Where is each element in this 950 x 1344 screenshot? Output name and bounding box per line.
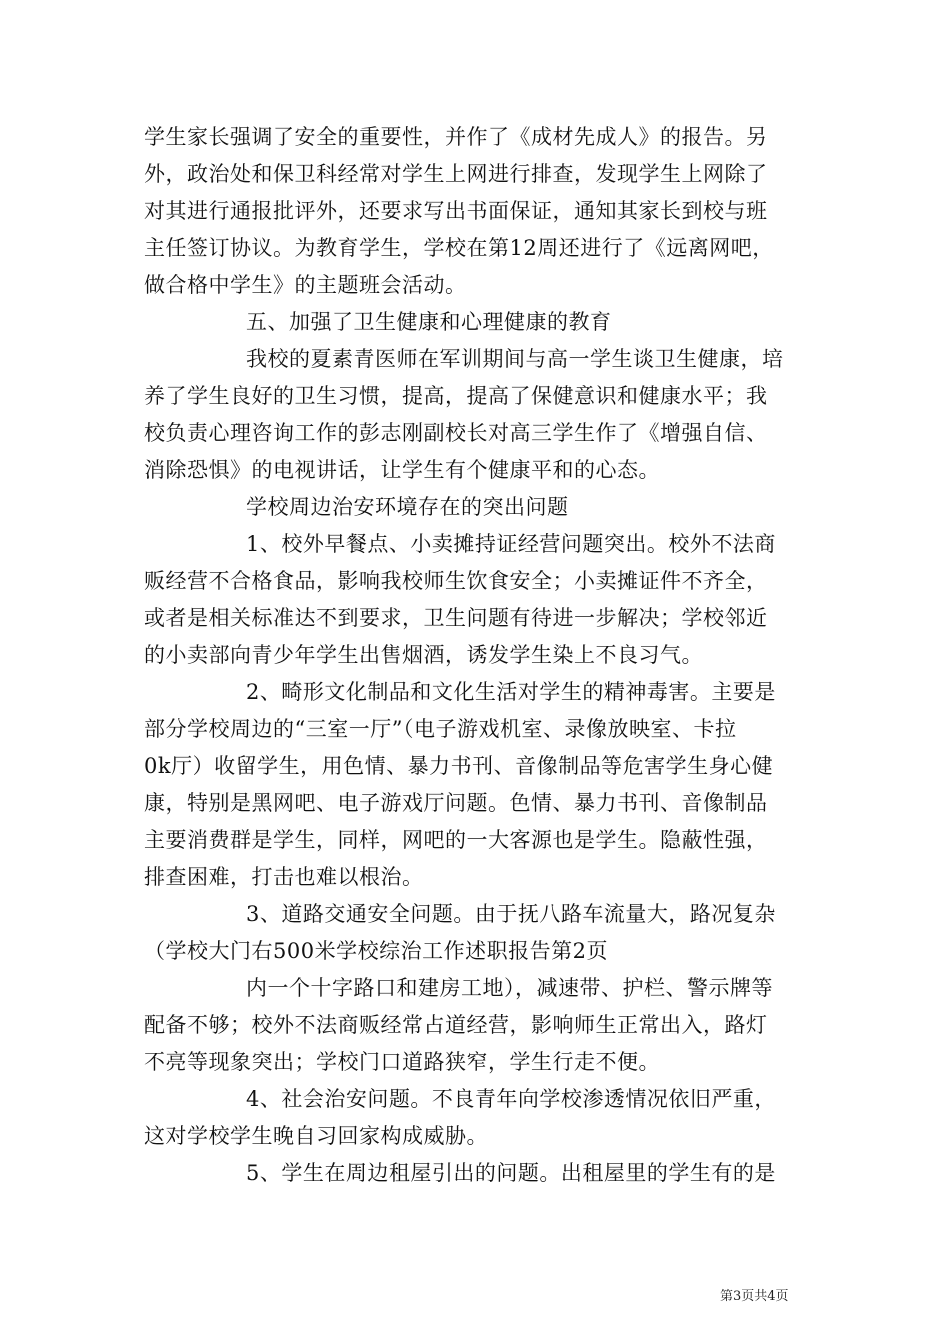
text-line: 1、校外早餐点、小卖摊持证经营问题突出。校外不法商	[246, 532, 776, 556]
text-line: 的小卖部向青少年学生出售烟酒，诱发学生染上不良习气。	[144, 643, 703, 667]
text-line: 我校的夏素青医师在军训期间与高一学生谈卫生健康，培	[246, 347, 784, 371]
text-line: 康，特别是黑网吧、电子游戏厅问题。色情、暴力书刊、音像制品	[144, 791, 768, 815]
text-line: 这对学校学生晚自习回家构成威胁。	[144, 1124, 488, 1148]
text-line: 部分学校周边的“三室一厅”（电子游戏机室、录像放映室、卡拉	[144, 717, 737, 741]
text-line: 2、畸形文化制品和文化生活对学生的精神毒害。主要是	[246, 680, 776, 704]
text-line: 5、学生在周边租屋引出的问题。出租屋里的学生有的是	[246, 1161, 776, 1185]
section-heading: 五、加强了卫生健康和心理健康的教育	[246, 310, 612, 334]
page-number: 第3页共4页	[720, 1289, 789, 1304]
text-line: 校负责心理咨询工作的彭志刚副校长对高三学生作了《增强自信、	[144, 421, 768, 445]
section-heading: 学校周边治安环境存在的突出问题	[246, 495, 569, 519]
text-line: 外，政治处和保卫科经常对学生上网进行排查，发现学生上网除了	[144, 162, 768, 186]
text-line: 消除恐惧》的电视讲话，让学生有个健康平和的心态。	[144, 458, 660, 482]
text-line: 不亮等现象突出；学校门口道路狭窄，学生行走不便。	[144, 1050, 660, 1074]
text-line: 主任签订协议。为教育学生，学校在第12周还进行了《远离网吧，	[144, 236, 774, 260]
text-line: 做合格中学生》的主题班会活动。	[144, 273, 467, 297]
text-line: 0k厅）收留学生，用色情、暴力书刊、音像制品等危害学生身心健	[144, 754, 774, 778]
text-line: （学校大门右500米学校综治工作述职报告第2页	[144, 939, 608, 963]
text-line: 内一个十字路口和建房工地），减速带、护栏、警示牌等	[246, 976, 773, 1000]
text-line: 4、社会治安问题。不良青年向学校渗透情况依旧严重，	[246, 1087, 776, 1111]
text-line: 贩经营不合格食品，影响我校师生饮食安全；小卖摊证件不齐全，	[144, 569, 768, 593]
text-line: 配备不够；校外不法商贩经常占道经营，影响师生正常出入，路灯	[144, 1013, 768, 1037]
text-line: 对其进行通报批评外，还要求写出书面保证，通知其家长到校与班	[144, 199, 768, 223]
text-line: 3、道路交通安全问题。由于抚八路车流量大，路况复杂	[246, 902, 776, 926]
text-line: 学生家长强调了安全的重要性，并作了《成材先成人》的报告。另	[144, 125, 768, 149]
text-line: 或者是相关标准达不到要求，卫生问题有待进一步解决；学校邻近	[144, 606, 768, 630]
text-line: 养了学生良好的卫生习惯，提高，提高了保健意识和健康水平；我	[144, 384, 768, 408]
text-line: 主要消费群是学生，同样，网吧的一大客源也是学生。隐蔽性强，	[144, 828, 768, 852]
text-line: 排查困难，打击也难以根治。	[144, 865, 424, 889]
